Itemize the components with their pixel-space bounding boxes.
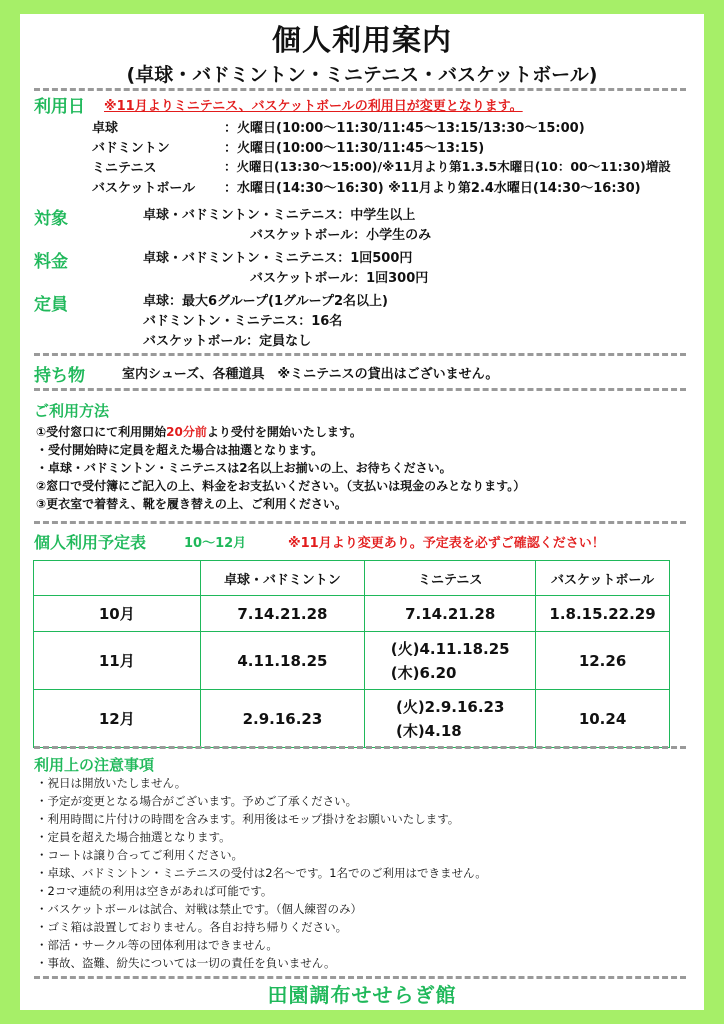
divider xyxy=(34,88,686,91)
tabletennis-badminton-cell: 7.14.21.28 xyxy=(200,596,365,632)
target-label: 対象 xyxy=(34,209,68,229)
table-row xyxy=(34,690,670,748)
fee-line-2: バスケットボール：1回300円 xyxy=(250,271,429,286)
minitennis-thursday: (木)6.20 xyxy=(390,663,457,682)
table-header-cell: バスケットボール xyxy=(536,561,670,596)
minitennis-cell: 7.14.21.28 xyxy=(365,596,536,632)
basketball-cell: 10.24 xyxy=(536,690,670,748)
divider xyxy=(34,353,686,356)
minitennis-cell xyxy=(365,632,536,690)
usage-sport-badminton: バドミントン xyxy=(92,141,170,156)
how-to-line: ③更衣室で着替え、靴を履き替えの上、ご利用ください。 xyxy=(36,497,347,511)
usage-detail-tabletennis: ：火曜日(10:00～11:30/11:45～13:15/13:30～15:00) xyxy=(224,121,585,136)
usage-sport-tabletennis: 卓球 xyxy=(92,121,119,136)
table-header-cell: ミニテニス xyxy=(365,561,536,596)
how-to-line: ②窓口で受付簿にご記入の上、料金をお支払いください。（支払いは現金のみとなります。） xyxy=(36,479,526,493)
note-item: ・2コマ連続の利用は空きがあれば可能です。 xyxy=(36,884,273,898)
divider xyxy=(34,521,686,524)
fee-line-1: 卓球・バドミントン・ミニテニス：1回500円 xyxy=(143,251,413,266)
minitennis-cell-lines xyxy=(391,637,510,685)
table-row xyxy=(34,632,670,690)
minitennis-tuesday: (火)2.9.16.23 xyxy=(395,697,505,716)
note-item: ・定員を超えた場合抽選となります。 xyxy=(36,830,231,844)
capacity-line-3: バスケットボール：定員なし xyxy=(143,334,312,349)
table-header-cell: 卓球・バドミントン xyxy=(200,561,365,596)
month-cell: 11月 xyxy=(34,632,201,690)
tabletennis-badminton-cell: 4.11.18.25 xyxy=(200,632,365,690)
month-cell: 12月 xyxy=(34,690,201,748)
note-item: ・利用時間に片付けの時間を含みます。利用後はモップ掛けをお願いいたします。 xyxy=(36,812,460,826)
how-to-step-1 xyxy=(36,423,362,440)
divider xyxy=(34,746,686,749)
note-item: ・バスケットボールは試合、対戦は禁止です。（個人練習のみ） xyxy=(36,902,363,916)
capacity-line-1: 卓球：最大6グループ(1グループ2名以上) xyxy=(143,294,388,309)
schedule-notice: ※11月より変更あり。予定表を必ずご確認ください！ xyxy=(288,536,605,551)
usage-days-notice: ※11月よりミニテニス、バスケットボールの利用日が変更となります。 xyxy=(104,99,523,114)
schedule-table xyxy=(33,560,670,748)
usage-detail-badminton: ：火曜日(10:00～11:30/11:45～13:15) xyxy=(224,141,485,156)
minitennis-tuesday: (火)4.11.18.25 xyxy=(390,639,510,658)
usage-sport-basketball: バスケットボール xyxy=(92,181,196,196)
note-item: ・卓球、バドミントン・ミニテニスの受付は2名～です。1名でのご利用はできません。 xyxy=(36,866,487,880)
page-subtitle: (卓球・バドミントン・ミニテニス・バスケットボール) xyxy=(126,64,598,86)
note-item: ・部活・サークル等の団体利用はできません。 xyxy=(36,938,278,952)
note-item: ・祝日は開放いたしません。 xyxy=(36,776,187,790)
fee-label: 料金 xyxy=(34,252,68,272)
page-title: 個人利用案内 xyxy=(271,23,452,57)
usage-sport-minitennis: ミニテニス xyxy=(92,161,157,176)
minitennis-cell-lines xyxy=(396,695,504,743)
how-to-step-1-post: より受付を開始いたします。 xyxy=(206,425,362,439)
how-to-line: ・受付開始時に定員を超えた場合は抽選となります。 xyxy=(36,443,324,457)
usage-detail-minitennis: ：火曜日(13:30～15:00)/※11月より第1.3.5木曜日(10：00～11:30)増設 xyxy=(224,159,671,174)
minitennis-thursday: (木)4.18 xyxy=(395,721,462,740)
notes-label: 利用上の注意事項 xyxy=(34,756,155,774)
how-to-line: ・卓球・バドミントン・ミニテニスは2名以上お揃いの上、お待ちください。 xyxy=(36,461,452,475)
how-to-step-1-highlight: 20分前 xyxy=(166,425,207,439)
minitennis-cell xyxy=(365,690,536,748)
note-item: ・コートは譲り合ってご利用ください。 xyxy=(36,848,243,862)
basketball-cell: 1.8.15.22.29 xyxy=(536,596,670,632)
belongings-label: 持ち物 xyxy=(34,366,85,386)
capacity-label: 定員 xyxy=(34,295,68,315)
belongings-text: 室内シューズ、各種道具 ※ミニテニスの貸出はございません。 xyxy=(122,367,499,382)
table-header-cell xyxy=(34,561,201,596)
note-item: ・予定が変更となる場合がございます。予めご了承ください。 xyxy=(36,794,358,808)
tabletennis-badminton-cell: 2.9.16.23 xyxy=(200,690,365,748)
table-row xyxy=(34,596,670,632)
month-cell: 10月 xyxy=(34,596,201,632)
how-to-label: ご利用方法 xyxy=(34,402,110,420)
basketball-cell: 12.26 xyxy=(536,632,670,690)
facility-name: 田園調布せせらぎ館 xyxy=(267,983,457,1007)
capacity-line-2: バドミントン・ミニテニス：16名 xyxy=(143,314,343,329)
schedule-period: 10～12月 xyxy=(184,536,247,551)
divider xyxy=(34,388,686,391)
usage-detail-basketball: ：水曜日(14:30～16:30) ※11月より第2.4水曜日(14:30～16:30) xyxy=(224,181,641,196)
table-header-row xyxy=(34,561,670,596)
schedule-label: 個人利用予定表 xyxy=(34,533,147,552)
target-line-1: 卓球・バドミントン・ミニテニス：中学生以上 xyxy=(143,208,416,223)
target-line-2: バスケットボール：小学生のみ xyxy=(250,228,432,243)
flyer-page xyxy=(20,14,704,1010)
usage-days-label: 利用日 xyxy=(34,97,85,117)
note-item: ・事故、盗難、紛失については一切の責任を負いません。 xyxy=(36,956,336,970)
note-item: ・ゴミ箱は設置しておりません。各自お持ち帰りください。 xyxy=(36,920,348,934)
how-to-step-1-pre: ①受付窓口にて利用開始 xyxy=(36,425,167,439)
